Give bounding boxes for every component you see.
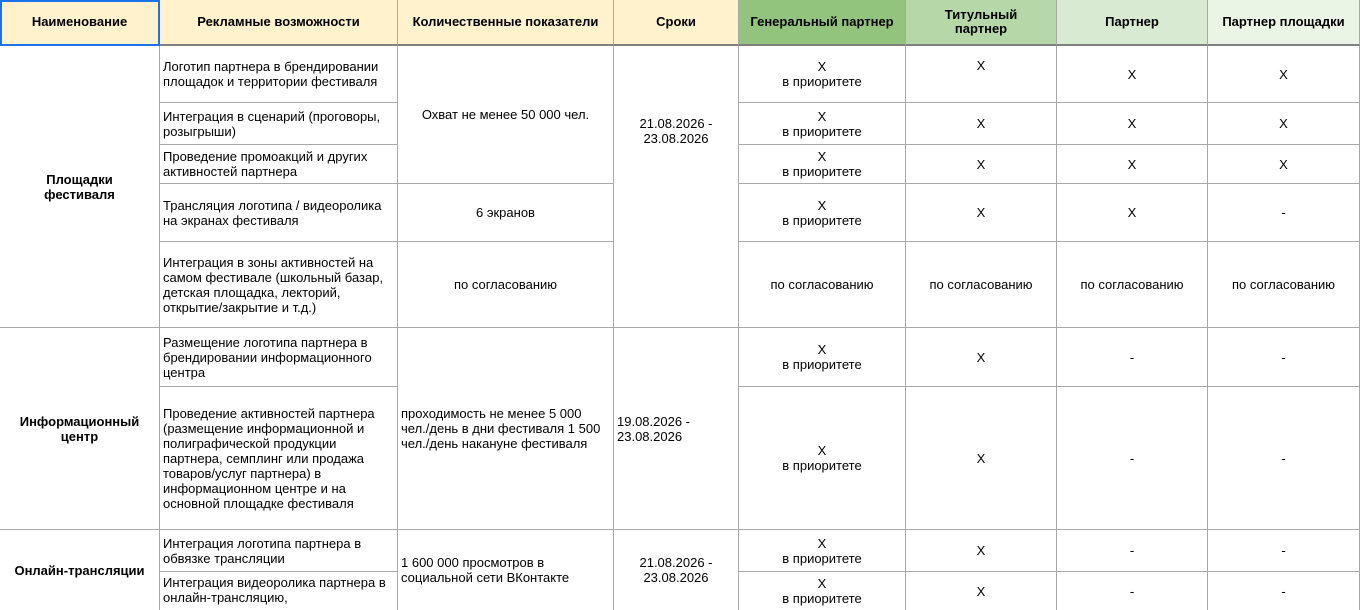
row-7-general[interactable] (739, 387, 906, 530)
dates-festival[interactable] (614, 46, 739, 328)
row-2-title-x: X (976, 116, 986, 131)
section-festival-sites[interactable] (0, 46, 160, 328)
header-venue-partner[interactable] (1208, 0, 1360, 46)
section-online-label: Онлайн-трансляции (14, 562, 145, 578)
row-9-title-x: X (976, 583, 986, 599)
section-online[interactable] (0, 530, 160, 610)
row-2-opportunity[interactable] (160, 103, 398, 145)
dates-info[interactable] (614, 328, 739, 530)
row-6-venue-dash: - (1281, 349, 1286, 365)
row-4-general[interactable] (739, 184, 906, 242)
row-6-text: Размещение логотипа партнера в брендировании информационного центра (163, 334, 372, 380)
header-general-partner[interactable] (739, 0, 906, 46)
row-7-partner[interactable] (1057, 387, 1208, 530)
row-9-opportunity[interactable] (160, 572, 398, 610)
row-6-partner-dash: - (1129, 349, 1135, 365)
row-1-partner[interactable] (1057, 46, 1208, 103)
header-opportunities[interactable] (160, 0, 398, 46)
row-7-text: Проведение активностей партнера (размещение информационной и полиграфической продукции партнера, семплинг или продажа товаров/услуг партнера) в информационном центре и на основной площадке фестиваля (163, 405, 375, 511)
row-3-partner-x: X (1127, 156, 1137, 172)
row-5-title[interactable] (906, 242, 1057, 328)
header-opportunities-label: Рекламные возможности (197, 14, 360, 29)
row-3-general-priority: в приоритете (782, 164, 862, 179)
header-metrics-label: Количественные показатели (412, 14, 599, 29)
row-8-general-priority: в приоритете (782, 550, 862, 566)
section-info-center-label: Информационный центр (19, 413, 140, 444)
dates-online-text: 21.08.2026 - 23.08.2026 (639, 555, 713, 585)
header-title-partner-line1: Титульный (944, 7, 1018, 22)
row-6-partner[interactable] (1057, 328, 1208, 387)
row-4-partner[interactable] (1057, 184, 1208, 242)
row-7-title-x: X (976, 450, 986, 466)
row-3-title-x: X (976, 156, 986, 172)
row-6-general-x: X (817, 342, 827, 357)
header-title-partner-line2: партнер (954, 21, 1008, 36)
row-3-partner[interactable] (1057, 145, 1208, 184)
header-partner-label: Партнер (1105, 14, 1159, 29)
metric-reach-text: Охват не менее 50 000 чел. (421, 107, 590, 122)
row-5-title-text: по согласованию (929, 277, 1033, 292)
row-7-general-x: X (817, 443, 827, 458)
row-9-text: Интеграция видеоролика партнера в онлайн-трансляцию, (163, 575, 386, 605)
row-6-general-priority: в приоритете (782, 357, 862, 372)
row-2-general[interactable] (739, 103, 906, 145)
dates-online[interactable] (614, 530, 739, 610)
row-5-partner[interactable] (1057, 242, 1208, 328)
row-2-title[interactable] (906, 103, 1057, 145)
row-2-text: Интеграция в сценарий (проговоры, розыгрыши) (163, 108, 381, 139)
row-7-title[interactable] (906, 387, 1057, 530)
row-8-text: Интеграция логотипа партнера в обвязке трансляции (163, 535, 362, 566)
section-festival-sites-label: Площадки фестиваля (44, 171, 115, 202)
row-8-opportunity[interactable] (160, 530, 398, 572)
row-8-title-x: X (976, 543, 986, 558)
row-5-text: Интеграция в зоны активностей на самом фестивале (школьный базар, детская площадка, лекторий, открытие/закрытие и т.д.) (163, 254, 384, 315)
header-venue-partner-label: Партнер площадки (1222, 14, 1345, 29)
metric-views[interactable] (398, 530, 614, 610)
row-5-opportunity[interactable] (160, 242, 398, 328)
header-name-label: Наименование (31, 14, 128, 29)
row-1-general-x: X (817, 59, 827, 74)
header-dates[interactable] (614, 0, 739, 46)
row-1-venue[interactable] (1208, 46, 1360, 103)
row-1-title-x: X (976, 58, 986, 73)
row-7-partner-dash: - (1129, 450, 1135, 466)
row-7-venue[interactable] (1208, 387, 1360, 530)
row-8-venue[interactable] (1208, 530, 1360, 572)
row-4-general-priority: в приоритете (782, 212, 862, 228)
row-2-partner[interactable] (1057, 103, 1208, 145)
dates-festival-text: 21.08.2026 - 23.08.2026 (639, 116, 713, 146)
row-4-opportunity[interactable] (160, 184, 398, 242)
header-metrics[interactable] (398, 0, 614, 46)
row-1-venue-x: X (1279, 66, 1288, 82)
row-3-title[interactable] (906, 145, 1057, 184)
dates-info-text: 19.08.2026 - 23.08.2026 (617, 413, 691, 444)
metric-screens-text: 6 экранов (476, 205, 535, 220)
row-5-general-text: по согласованию (770, 277, 874, 292)
row-3-text: Проведение промоакций и других активностей партнера (163, 149, 368, 179)
row-1-general[interactable] (739, 46, 906, 103)
row-5-general[interactable] (739, 242, 906, 328)
row-6-venue[interactable] (1208, 328, 1360, 387)
row-9-general[interactable] (739, 572, 906, 610)
row-6-opportunity[interactable] (160, 328, 398, 387)
row-7-opportunity[interactable] (160, 387, 398, 530)
row-6-general[interactable] (739, 328, 906, 387)
header-partner[interactable] (1057, 0, 1208, 46)
row-2-partner-x: X (1127, 116, 1137, 131)
metric-agreement-text: по согласованию (453, 277, 558, 292)
header-general-partner-label: Генеральный партнер (750, 14, 894, 29)
row-1-opportunity[interactable] (160, 46, 398, 103)
row-8-venue-dash: - (1281, 543, 1286, 558)
header-name[interactable] (0, 0, 160, 46)
row-8-partner-dash: - (1129, 543, 1135, 558)
row-3-general[interactable] (739, 145, 906, 184)
row-9-general-x: X (817, 576, 827, 591)
row-9-partner[interactable] (1057, 572, 1208, 610)
row-2-general-priority: в приоритете (782, 123, 862, 139)
row-4-partner-x: X (1127, 205, 1137, 220)
metric-screens[interactable] (398, 184, 614, 242)
row-4-general-x: X (817, 197, 827, 213)
row-8-general-x: X (817, 535, 827, 551)
row-8-general[interactable] (739, 530, 906, 572)
row-1-text: Логотип партнера в брендировании площадок и территории фестиваля (163, 59, 379, 89)
row-7-venue-dash: - (1281, 450, 1286, 466)
header-title-partner[interactable] (906, 0, 1057, 46)
row-2-general-x: X (817, 108, 827, 124)
header-dates-label: Сроки (656, 14, 696, 29)
row-9-title[interactable] (906, 572, 1057, 610)
row-4-title-x: X (976, 205, 986, 220)
row-5-venue[interactable] (1208, 242, 1360, 328)
row-5-venue-text: по согласованию (1231, 277, 1336, 292)
row-2-venue-x: X (1279, 116, 1288, 131)
row-3-general-x: X (817, 149, 827, 164)
row-9-general-priority: в приоритете (782, 591, 862, 606)
row-3-venue-x: X (1279, 156, 1288, 172)
row-2-venue[interactable] (1208, 103, 1360, 145)
metric-traffic-text: проходимость не менее 5 000 чел./день в дни фестиваля 1 500 чел./день накануне фестиваля (401, 406, 601, 451)
metric-reach[interactable] (398, 46, 614, 184)
metric-traffic[interactable] (398, 328, 614, 530)
row-8-partner[interactable] (1057, 530, 1208, 572)
row-4-venue[interactable] (1208, 184, 1360, 242)
row-7-general-priority: в приоритете (782, 458, 862, 473)
row-6-title-x: X (976, 349, 986, 365)
row-9-venue-dash: - (1281, 583, 1286, 599)
row-9-partner-dash: - (1129, 583, 1135, 599)
row-1-title[interactable] (906, 46, 1057, 103)
row-1-partner-x: X (1127, 66, 1137, 82)
row-4-venue-dash: - (1281, 205, 1286, 220)
row-8-title[interactable] (906, 530, 1057, 572)
row-9-venue[interactable] (1208, 572, 1360, 610)
row-6-title[interactable] (906, 328, 1057, 387)
row-3-opportunity[interactable] (160, 145, 398, 184)
row-5-partner-text: по согласованию (1080, 277, 1184, 292)
row-3-venue[interactable] (1208, 145, 1360, 184)
row-4-title[interactable] (906, 184, 1057, 242)
metric-agreement[interactable] (398, 242, 614, 328)
section-info-center[interactable] (0, 328, 160, 530)
row-4-text: Трансляция логотипа / видеоролика на экранах фестиваля (163, 197, 382, 228)
metric-views-text: 1 600 000 просмотров в социальной сети ВКонтакте (401, 555, 570, 585)
row-1-general-priority: в приоритете (782, 74, 862, 89)
